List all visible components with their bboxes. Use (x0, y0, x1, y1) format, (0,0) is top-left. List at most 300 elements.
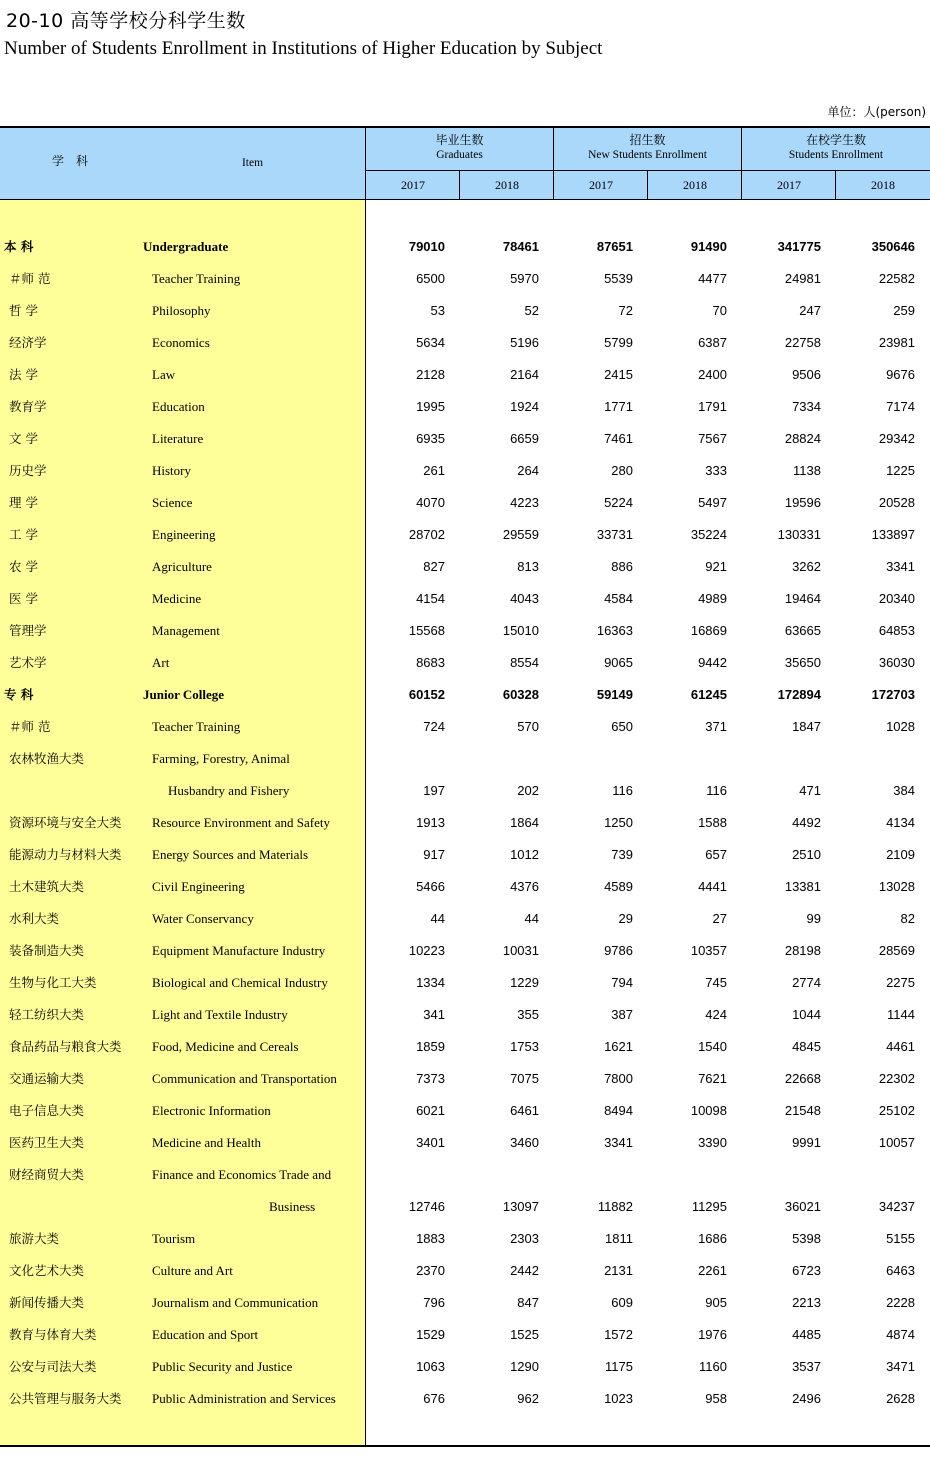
value-cell: 1529 (416, 1327, 445, 1342)
value-cell: 2496 (792, 1391, 821, 1406)
value-cell: 82 (900, 911, 915, 926)
table-row (0, 615, 930, 647)
year-header: 2017 (401, 178, 425, 192)
value-cell: 1023 (604, 1391, 633, 1406)
row-label-en: Medicine (152, 591, 202, 606)
group-header-en: Graduates (436, 149, 483, 161)
row-label-cn: 本 科 (4, 239, 34, 254)
value-cell: 341 (423, 1007, 445, 1022)
table-row (0, 551, 930, 583)
value-cell: 5155 (886, 1231, 915, 1246)
value-cell: 4070 (416, 495, 445, 510)
value-cell: 59149 (596, 687, 633, 702)
value-cell: 5539 (604, 271, 633, 286)
value-cell: 7334 (792, 399, 821, 414)
value-cell: 197 (423, 783, 445, 798)
table-row (0, 1319, 930, 1351)
table-row (0, 999, 930, 1031)
value-cell: 471 (799, 783, 821, 798)
value-cell: 2128 (416, 367, 445, 382)
table-row (0, 1031, 930, 1063)
value-cell: 10098 (690, 1103, 727, 1118)
value-cell: 2415 (604, 367, 633, 382)
value-cell: 745 (705, 975, 727, 990)
row-label-en: Farming, Forestry, Animal (152, 751, 290, 766)
value-cell: 264 (517, 463, 539, 478)
row-label-en: Light and Textile Industry (152, 1007, 288, 1022)
value-cell: 25102 (878, 1103, 915, 1118)
value-cell: 24981 (784, 271, 821, 286)
value-cell: 2510 (792, 847, 821, 862)
row-label-cn: 农 学 (9, 559, 38, 574)
year-header: 2018 (683, 178, 707, 192)
row-label-en: Communication and Transportation (152, 1071, 337, 1086)
value-cell: 2109 (886, 847, 915, 862)
value-cell: 6387 (698, 335, 727, 350)
value-cell: 3401 (416, 1135, 445, 1150)
value-cell: 886 (611, 559, 633, 574)
subject-header (0, 154, 140, 169)
value-cell: 6021 (416, 1103, 445, 1118)
value-cell: 11882 (597, 1199, 633, 1214)
table-row (0, 263, 930, 295)
value-cell: 20340 (878, 591, 915, 606)
row-label-en: Food, Medicine and Cereals (152, 1039, 299, 1054)
value-cell: 657 (705, 847, 727, 862)
value-cell: 4461 (886, 1039, 915, 1054)
row-label-cn: 理 学 (9, 495, 38, 510)
value-cell: 259 (893, 303, 915, 318)
value-cell: 724 (423, 719, 445, 734)
row-label-cn: 哲 学 (9, 303, 38, 318)
value-cell: 3341 (604, 1135, 633, 1150)
value-cell: 9991 (792, 1135, 821, 1150)
value-cell: 350646 (871, 239, 915, 254)
value-cell: 796 (423, 1295, 445, 1310)
value-cell: 6500 (416, 271, 445, 286)
value-cell: 4485 (792, 1327, 821, 1342)
value-cell: 35224 (690, 527, 727, 542)
value-cell: 280 (611, 463, 633, 478)
value-cell: 1525 (510, 1327, 539, 1342)
value-cell: 5398 (792, 1231, 821, 1246)
value-cell: 1334 (416, 975, 445, 990)
group-header-en: Students Enrollment (788, 149, 884, 161)
page-title-chinese: 20-10 高等学校分科学生数 (6, 10, 246, 32)
value-cell: 676 (423, 1391, 445, 1406)
value-cell: 827 (423, 559, 445, 574)
value-cell: 22582 (878, 271, 915, 286)
group-header-cn: 招生数 (629, 133, 666, 147)
value-cell: 570 (517, 719, 539, 734)
table-row (0, 967, 930, 999)
value-cell: 116 (612, 783, 633, 798)
value-cell: 962 (517, 1391, 539, 1406)
value-cell: 8494 (604, 1103, 633, 1118)
row-label-cn: 食品药品与粮食大类 (9, 1039, 122, 1054)
value-cell: 1138 (793, 463, 821, 478)
value-cell: 16363 (596, 623, 633, 638)
value-cell: 2774 (792, 975, 821, 990)
value-cell: 44 (430, 911, 445, 926)
value-cell: 7373 (416, 1071, 445, 1086)
row-label-en: Teacher Training (152, 271, 241, 286)
value-cell: 5634 (416, 335, 445, 350)
value-cell: 33731 (596, 527, 633, 542)
value-cell: 19464 (784, 591, 821, 606)
table-row (0, 647, 930, 679)
row-label-en: Agriculture (152, 559, 212, 574)
value-cell: 29 (618, 911, 633, 926)
value-cell: 4874 (886, 1327, 915, 1342)
value-cell: 13381 (784, 879, 821, 894)
value-cell: 53 (430, 303, 445, 318)
value-cell: 60152 (408, 687, 445, 702)
row-label-cn: 生物与化工大类 (9, 975, 97, 990)
value-cell: 1229 (510, 975, 539, 990)
value-cell: 3262 (792, 559, 821, 574)
value-cell: 34237 (878, 1199, 915, 1214)
value-cell: 13028 (878, 879, 915, 894)
row-label-cn: 新闻传播大类 (9, 1295, 85, 1310)
row-label-en: Public Administration and Services (152, 1391, 336, 1406)
value-cell: 130331 (777, 527, 821, 542)
row-label-en: Art (152, 655, 170, 670)
table-row (0, 1191, 930, 1223)
value-cell: 20528 (878, 495, 915, 510)
row-label-cn: 医药卫生大类 (9, 1135, 85, 1150)
row-label-en: Tourism (152, 1231, 196, 1246)
table-row (0, 1255, 930, 1287)
value-cell: 21548 (784, 1103, 821, 1118)
row-label-cn: 法 学 (9, 367, 38, 382)
value-cell: 4223 (510, 495, 539, 510)
row-label-en: Medicine and Health (152, 1135, 262, 1150)
table-row (0, 295, 930, 327)
value-cell: 7174 (886, 399, 915, 414)
students-enrollment-header (742, 133, 930, 163)
row-label-cn: ＃师 范 (9, 271, 51, 286)
value-cell: 202 (517, 783, 539, 798)
value-cell: 7075 (510, 1071, 539, 1086)
table-row (0, 1287, 930, 1319)
value-cell: 9065 (604, 655, 633, 670)
subject-header-label: 学 科 (51, 154, 88, 168)
row-label-cn: 文化艺术大类 (9, 1263, 85, 1278)
value-cell: 99 (806, 911, 821, 926)
value-cell: 9676 (886, 367, 915, 382)
value-cell: 794 (611, 975, 633, 990)
value-cell: 5466 (416, 879, 445, 894)
value-cell: 6463 (886, 1263, 915, 1278)
value-cell: 609 (611, 1295, 633, 1310)
value-cell: 63665 (784, 623, 821, 638)
value-cell: 61245 (690, 687, 727, 702)
value-cell: 4376 (510, 879, 539, 894)
value-cell: 6461 (510, 1103, 539, 1118)
row-label-en: Biological and Chemical Industry (152, 975, 328, 990)
value-cell: 1160 (699, 1359, 727, 1374)
row-label-en: Resource Environment and Safety (152, 815, 330, 830)
header-bottom-rule (0, 199, 930, 200)
row-label-cn: 经济学 (9, 335, 47, 350)
value-cell: 5224 (604, 495, 633, 510)
value-cell: 11295 (691, 1199, 727, 1214)
table-row (0, 359, 930, 391)
table-row (0, 1223, 930, 1255)
row-label-en: History (152, 463, 191, 478)
value-cell: 1883 (416, 1231, 445, 1246)
row-label-cn: 历史学 (9, 463, 47, 478)
value-cell: 2164 (510, 367, 539, 382)
row-label-cn: 艺术学 (9, 655, 47, 670)
value-cell: 91490 (690, 239, 727, 254)
value-cell: 10057 (878, 1135, 915, 1150)
year-header: 2017 (777, 178, 801, 192)
year-header: 2017 (589, 178, 613, 192)
row-label-en: Education and Sport (152, 1327, 259, 1342)
value-cell: 4492 (792, 815, 821, 830)
value-cell: 3341 (886, 559, 915, 574)
value-cell: 6935 (416, 431, 445, 446)
value-cell: 27 (712, 911, 727, 926)
item-header (190, 155, 315, 171)
value-cell: 1791 (698, 399, 727, 414)
table-row (0, 903, 930, 935)
row-label-cn: 文 学 (9, 431, 38, 446)
table-row (0, 935, 930, 967)
value-cell: 333 (705, 463, 727, 478)
value-cell: 1864 (510, 815, 539, 830)
value-cell: 2400 (698, 367, 727, 382)
value-cell: 3537 (792, 1359, 821, 1374)
table-bottom-rule (0, 1445, 930, 1447)
value-cell: 1847 (792, 719, 821, 734)
table-row (0, 839, 930, 871)
value-cell: 28824 (784, 431, 821, 446)
value-cell: 15010 (502, 623, 539, 638)
row-label-en: Undergraduate (143, 239, 229, 254)
unit-label: 单位：人(person) (827, 105, 926, 119)
page-title-english: Number of Students Enrollment in Institutions of Higher Education by Subject (4, 38, 603, 59)
value-cell: 10357 (690, 943, 727, 958)
value-cell: 172894 (777, 687, 821, 702)
value-cell: 813 (517, 559, 539, 574)
value-cell: 64853 (878, 623, 915, 638)
value-cell: 1175 (605, 1359, 633, 1374)
value-cell: 1572 (604, 1327, 633, 1342)
row-label-en: Economics (152, 335, 210, 350)
row-label-en: Teacher Training (152, 719, 241, 734)
row-label-cn: 土木建筑大类 (9, 879, 85, 894)
value-cell: 2213 (792, 1295, 821, 1310)
value-cell: 52 (524, 303, 539, 318)
value-cell: 921 (705, 559, 727, 574)
value-cell: 22302 (878, 1071, 915, 1086)
value-cell: 10031 (502, 943, 539, 958)
value-cell: 2442 (510, 1263, 539, 1278)
value-cell: 1913 (416, 815, 445, 830)
value-cell: 4989 (698, 591, 727, 606)
value-cell: 6659 (510, 431, 539, 446)
value-cell: 847 (517, 1295, 539, 1310)
value-cell: 1063 (416, 1359, 445, 1374)
table-row (0, 519, 930, 551)
value-cell: 36021 (784, 1199, 821, 1214)
value-cell: 8554 (510, 655, 539, 670)
row-label-cn: 财经商贸大类 (9, 1167, 85, 1182)
value-cell: 133897 (871, 527, 915, 542)
value-cell: 1771 (604, 399, 633, 414)
row-label-en: Business (269, 1199, 316, 1214)
row-label-en: Electronic Information (152, 1103, 271, 1118)
table-top-rule (0, 126, 930, 128)
row-label-cn: 公安与司法大类 (9, 1359, 97, 1374)
value-cell: 4043 (510, 591, 539, 606)
table-row (0, 1063, 930, 1095)
value-cell: 4134 (886, 815, 915, 830)
value-cell: 4441 (698, 879, 727, 894)
value-cell: 22758 (784, 335, 821, 350)
value-cell: 2303 (510, 1231, 539, 1246)
table-row (0, 1095, 930, 1127)
value-cell: 650 (611, 719, 633, 734)
table-row (0, 807, 930, 839)
row-label-cn: 农林牧渔大类 (9, 751, 85, 766)
value-cell: 4589 (604, 879, 633, 894)
row-label-en: Husbandry and Fishery (168, 783, 290, 798)
row-label-en: Philosophy (152, 303, 211, 318)
table-row (0, 711, 930, 743)
value-cell: 1144 (887, 1007, 915, 1022)
item-header-label: Item (241, 157, 264, 169)
value-cell: 7621 (698, 1071, 727, 1086)
row-label-en: Public Security and Justice (152, 1359, 293, 1374)
value-cell: 1753 (510, 1039, 539, 1054)
value-cell: 3471 (886, 1359, 915, 1374)
enrollment-table (0, 126, 930, 1448)
graduates-header (366, 133, 553, 163)
group-header-cn: 毕业生数 (435, 133, 484, 147)
value-cell: 44 (524, 911, 539, 926)
value-cell: 3460 (510, 1135, 539, 1150)
row-label-en: Law (152, 367, 176, 382)
table-row (0, 583, 930, 615)
value-cell: 261 (423, 463, 445, 478)
value-cell: 6723 (792, 1263, 821, 1278)
value-cell: 28569 (878, 943, 915, 958)
value-cell: 87651 (596, 239, 633, 254)
value-cell: 116 (706, 783, 727, 798)
value-cell: 247 (799, 303, 821, 318)
value-cell: 1995 (416, 399, 445, 414)
row-label-en: Culture and Art (152, 1263, 233, 1278)
table-row (0, 743, 930, 775)
value-cell: 7461 (604, 431, 633, 446)
row-label-cn: 医 学 (9, 591, 38, 606)
value-cell: 917 (423, 847, 445, 862)
row-label-en: Education (152, 399, 205, 414)
row-label-en: Science (152, 495, 193, 510)
table-row (0, 231, 930, 263)
table-row (0, 1383, 930, 1415)
row-label-cn: 教育学 (9, 399, 47, 414)
table-row (0, 455, 930, 487)
value-cell: 5970 (510, 271, 539, 286)
value-cell: 341775 (777, 239, 821, 254)
value-cell: 2370 (416, 1263, 445, 1278)
table-row (0, 775, 930, 807)
row-label-cn: 管理学 (9, 623, 47, 638)
value-cell: 1976 (698, 1327, 727, 1342)
row-label-en: Literature (152, 431, 204, 446)
row-label-cn: 旅游大类 (9, 1231, 60, 1246)
value-cell: 1250 (604, 815, 633, 830)
value-cell: 424 (705, 1007, 727, 1022)
row-label-en: Management (152, 623, 220, 638)
row-label-en: Engineering (152, 527, 216, 542)
new-students-header (554, 133, 741, 163)
table-row (0, 423, 930, 455)
table-row (0, 1159, 930, 1191)
row-label-en: Energy Sources and Materials (152, 847, 309, 862)
row-label-cn: 交通运输大类 (9, 1071, 85, 1086)
value-cell: 355 (517, 1007, 539, 1022)
value-cell: 384 (893, 783, 915, 798)
value-cell: 60328 (502, 687, 539, 702)
value-cell: 1290 (510, 1359, 539, 1374)
year-header: 2018 (871, 178, 895, 192)
row-label-cn: 装备制造大类 (9, 943, 85, 958)
value-cell: 1686 (698, 1231, 727, 1246)
value-cell: 78461 (502, 239, 539, 254)
value-cell: 28198 (784, 943, 821, 958)
value-cell: 1811 (605, 1231, 633, 1246)
value-cell: 12746 (408, 1199, 445, 1214)
value-cell: 1540 (698, 1039, 727, 1054)
row-label-cn: 能源动力与材料大类 (9, 847, 122, 862)
value-cell: 29342 (878, 431, 915, 446)
value-cell: 905 (705, 1295, 727, 1310)
year-header: 2018 (495, 178, 519, 192)
value-cell: 1621 (604, 1039, 633, 1054)
row-label-en: Journalism and Communication (152, 1295, 319, 1310)
value-cell: 3390 (698, 1135, 727, 1150)
row-label-cn: 电子信息大类 (9, 1103, 85, 1118)
value-cell: 13097 (502, 1199, 539, 1214)
row-label-en: Civil Engineering (152, 879, 245, 894)
row-label-cn: 专 科 (4, 687, 34, 702)
value-cell: 15568 (408, 623, 445, 638)
value-cell: 172703 (871, 687, 915, 702)
row-label-cn: 水利大类 (9, 911, 60, 926)
row-label-cn: 公共管理与服务大类 (9, 1391, 122, 1406)
row-label-en: Finance and Economics Trade and (152, 1167, 332, 1182)
value-cell: 7567 (698, 431, 727, 446)
value-cell: 19596 (784, 495, 821, 510)
value-cell: 4584 (604, 591, 633, 606)
value-cell: 70 (712, 303, 727, 318)
value-cell: 2131 (604, 1263, 633, 1278)
value-cell: 1028 (886, 719, 915, 734)
row-label-cn: 教育与体育大类 (9, 1327, 97, 1342)
group-header-en: New Students Enrollment (588, 149, 707, 161)
value-cell: 4845 (792, 1039, 821, 1054)
row-label-en: Water Conservancy (152, 911, 254, 926)
value-cell: 5799 (604, 335, 633, 350)
value-cell: 79010 (408, 239, 445, 254)
value-cell: 2261 (698, 1263, 727, 1278)
